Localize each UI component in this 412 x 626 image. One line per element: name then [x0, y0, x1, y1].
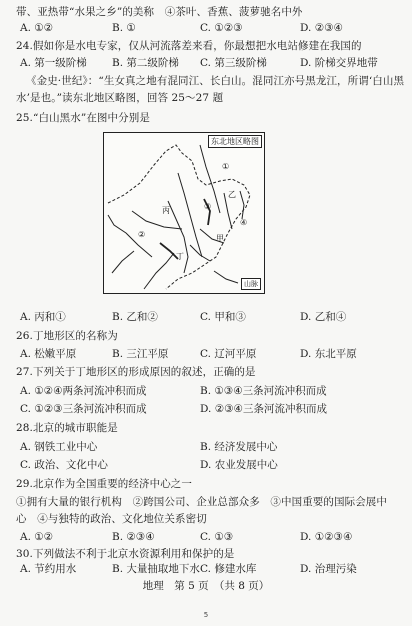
q25-option-a[interactable]: A. 丙和① — [20, 311, 66, 323]
q27-stem: 27.下列关于丁地形区的形成原因的叙述，正确的是 — [16, 366, 256, 378]
q26-stem: 26.丁地形区的名称为 — [16, 330, 118, 342]
q23-option-d[interactable]: D. ②③④ — [300, 22, 343, 34]
q24-option-c[interactable]: C. 第三级阶梯 — [200, 57, 267, 69]
map-title: 东北地区略图 — [208, 135, 262, 148]
q23-option-c[interactable]: C. ①②③ — [200, 22, 243, 34]
q25-option-b[interactable]: B. 乙和② — [112, 311, 158, 323]
map-drawing — [104, 133, 264, 293]
q24-option-a[interactable]: A. 第一级阶梯 — [20, 57, 87, 69]
q26-option-c[interactable]: C. 辽河平原 — [200, 348, 257, 360]
label-jia: 甲 — [216, 234, 224, 243]
q29-statements-2: 心 ④与独特的政治、文化地位关系密切 — [16, 513, 207, 525]
label-circle-1: ① — [222, 162, 230, 171]
q27-option-b[interactable]: B. ①③④三条河流冲积而成 — [200, 385, 327, 397]
page-footer: 地理 第 5 页 （共 8 页） — [142, 580, 270, 592]
q23-option-a[interactable]: A. ①② — [20, 22, 54, 34]
q24-stem: 24.假如你是水电专家，仅从河流落差来看，你最想把水电站修建在我国的 — [16, 40, 362, 52]
q28-option-b[interactable]: B. 经济发展中心 — [200, 441, 278, 453]
q30-option-a[interactable]: A. 节约用水 — [20, 563, 77, 575]
map-legend: 山脉 — [241, 278, 261, 290]
q26-option-d[interactable]: D. 东北平原 — [300, 348, 357, 360]
q25-stem: 25.“白山黑水”在图中分别是 — [16, 112, 150, 124]
q26-option-b[interactable]: B. 三江平原 — [112, 348, 169, 360]
label-circle-4: ④ — [240, 218, 248, 227]
q28-option-d[interactable]: D. 农业发展中心 — [200, 459, 278, 471]
q29-option-b[interactable]: B. ②③④ — [112, 531, 155, 543]
q27-option-d[interactable]: D. ②③④三条河流冲积而成 — [200, 403, 327, 415]
q30-option-b[interactable]: B. 大量抽取地下水 — [112, 563, 200, 575]
q30-option-d[interactable]: D. 治理污染 — [300, 563, 357, 575]
label-yi: 乙 — [228, 190, 236, 199]
q30-stem: 30.下列做法不利于北京水资源利用和保护的是 — [16, 548, 235, 560]
q27-option-c[interactable]: C. ①②③三条河流冲积而成 — [20, 403, 147, 415]
q29-stem: 29.北京作为全国重要的经济中心之一 — [16, 478, 192, 490]
label-ding: 丁 — [176, 252, 184, 261]
passage-line-2: 水’是也。”读东北地区略图，回答 25～27 题 — [16, 92, 224, 104]
q28-option-c[interactable]: C. 政治、文化中心 — [20, 459, 108, 471]
q29-option-d[interactable]: D. ①②③④ — [300, 531, 353, 543]
q24-option-d[interactable]: D. 阶梯交界地带 — [300, 57, 378, 69]
q23-option-b[interactable]: B. ① — [112, 22, 136, 34]
q25-option-c[interactable]: C. 甲和③ — [200, 311, 246, 323]
q26-option-a[interactable]: A. 松嫩平原 — [20, 348, 77, 360]
q29-option-a[interactable]: A. ①② — [20, 531, 54, 543]
q29-statements-1: ①拥有大量的银行机构 ②跨国公司、企业总部众多 ③中国重要的国际会展中 — [16, 496, 387, 508]
label-bing: 丙 — [162, 206, 170, 215]
label-circle-3: ③ — [204, 202, 212, 211]
northeast-map — [103, 132, 265, 294]
q28-option-a[interactable]: A. 钢铁工业中心 — [20, 441, 98, 453]
q29-option-c[interactable]: C. ①③ — [200, 531, 234, 543]
q25-option-d[interactable]: D. 乙和④ — [300, 311, 347, 323]
q24-option-b[interactable]: B. 第二级阶梯 — [112, 57, 179, 69]
passage-line-1: 《金史·世纪》：“生女真之地有混同江、长白山。混同江亦号黑龙江，所谓‘白山黑 — [26, 75, 405, 87]
page-number: 5 — [203, 611, 209, 619]
label-circle-2: ② — [138, 230, 146, 239]
q30-option-c[interactable]: C. 修建水库 — [200, 563, 257, 575]
q27-option-a[interactable]: A. ①②④两条河流冲积而成 — [20, 385, 147, 397]
q23-stem-tail: 带、亚热带“水果之乡”的美称 ④茶叶、香蕉、菠萝驰名中外 — [16, 6, 303, 18]
q28-stem: 28.北京的城市职能是 — [16, 422, 118, 434]
